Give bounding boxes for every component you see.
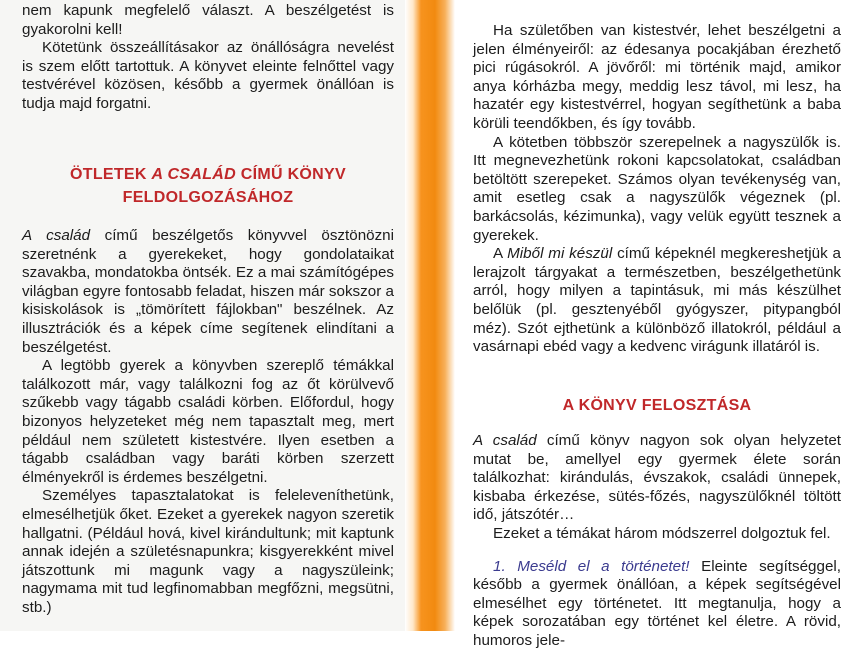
paragraph: A kötetben többször szerepelnek a nagyszülők is. Itt megnevezhetünk rokoni kapcsolatokat, családban betöltött szerepeket. Számos olyan tevékenység van, amit esetleg csak a nagyszülők végeznek (pl. barkácsolás, kézimunka), vagy velük együtt tesznek a gyerekek. [473,133,841,244]
section-title-italic: Miből mi készül [507,245,613,263]
heading-part: ÖTLETEK [70,166,152,183]
paragraph: 1. Meséld el a történetet! Eleinte segítséggel, később a gyermek önállóan, a képek segítségével elmesélhet egy történetet. Itt megtanulja, hogy a képek sorozatában egy történet kel életre. A rövid, humoros jele- [473,557,841,649]
heading-part-italic: A CSALÁD [151,166,236,183]
right-page [455,0,855,649]
paragraph: A család című beszélgetős könyvvel ösztönözni szeretnénk a gyerekeket, hogy gondolataikat szavakba, mondatokba öntsék. Ez a mai számítógépes világban egyre fontosabb feladat, hiszen már sokszor a kisiskolások is „tömörített fájlokban" beszélnek. Az illusztrációk és a képek címe segítenek elindítani a beszélgetést. [22,227,394,356]
left-page [0,0,420,631]
paragraph: A Miből mi készül című képeknél megkereshetjük a lerajzolt tárgyakat a természetben, beszélgethetünk arról, hogy milyen a tapintásuk, mi más készülhet belőlük (pl. gesztenyéből gyógyszer, pitypangból méz). Szót ejthetünk a különböző illatokról, például a vasárnapi ebéd vagy a kedvenc virágunk illatáról is. [473,245,842,356]
left-text-block-top [22,2,394,114]
book-spine [405,0,455,631]
paragraph: Személyes tapasztalatokat is feleleveníthetünk, elmesélhetjük őket. Ezeket a gyerekek nagyon szeretik hallgatni. (Például hová, kivel kirándultunk; mit kaptunk annak idején a születésnapunkra; kisgyerekként mivel játszottunk mi magunk vagy a nagyszüleink; nagymama mit tud legfinomabban megfőzni, megsütni, stb.) [22,487,394,616]
heading-part: CÍMŰ KÖNYV [236,166,346,183]
section-heading-ideas [22,163,394,209]
paragraph: nem kapunk megfelelő választ. A beszélgetést is gyakorolni kell! [22,2,394,38]
section-heading-division: A KÖNYV FELOSZTÁSA [562,397,752,414]
paragraph: A család című könyv nagyon sok olyan helyzetet mutat be, amellyel egy gyermek élete során találkozhat: kirándulás, évszakok, családi ünnepek, kisbaba érkezése, sütés-főzés, nagyszülőknél töltött idő, játszótér… [473,432,841,524]
method-title: 1. Meséld el a történetet! [493,557,690,575]
paragraph: Kötetünk összeállításakor az önállóságra nevelést is szem előtt tartottuk. A könyvet eleinte felnőttel vagy testvérével közösen, később a gyermek önállóan is tudja majd forgatni. [22,39,394,112]
right-text-block-top [473,22,841,357]
book-title: A család [22,227,91,244]
right-text-block-bottom [473,432,841,651]
book-title: A család [473,432,537,449]
paragraph: Ha születőben van kistestvér, lehet beszélgetni a jelen élményeiről: az édesanya pocakjában érezhető pici rúgásokról. A jövőről: mi történik majd, amikor anya kórházba megy, meddig lesz távol, mi lesz, ha hazatér egy kistestvérrel, hogyan segíthetünk a baba körüli teendőkben, és így tovább. [473,22,841,132]
left-text-block-bottom [22,227,394,617]
paragraph: A legtöbb gyerek a könyvben szereplő témákkal találkozott már, vagy találkozni fog az őt körülvevő szűkebb vagy tágabb családi körben. Előfordul, hogy bizonyos helyzeteket még nem tapasztalt meg, mert például nem született kistestvére. Ilyen esetben a tágabb családban vagy baráti körben szerzett élményekről is érdemes beszélgetni. [22,357,394,486]
heading-line2: FELDOLGOZÁSÁHOZ [122,189,294,206]
paragraph: Ezeket a témákat három módszerrel dolgoztuk fel. [493,524,831,542]
